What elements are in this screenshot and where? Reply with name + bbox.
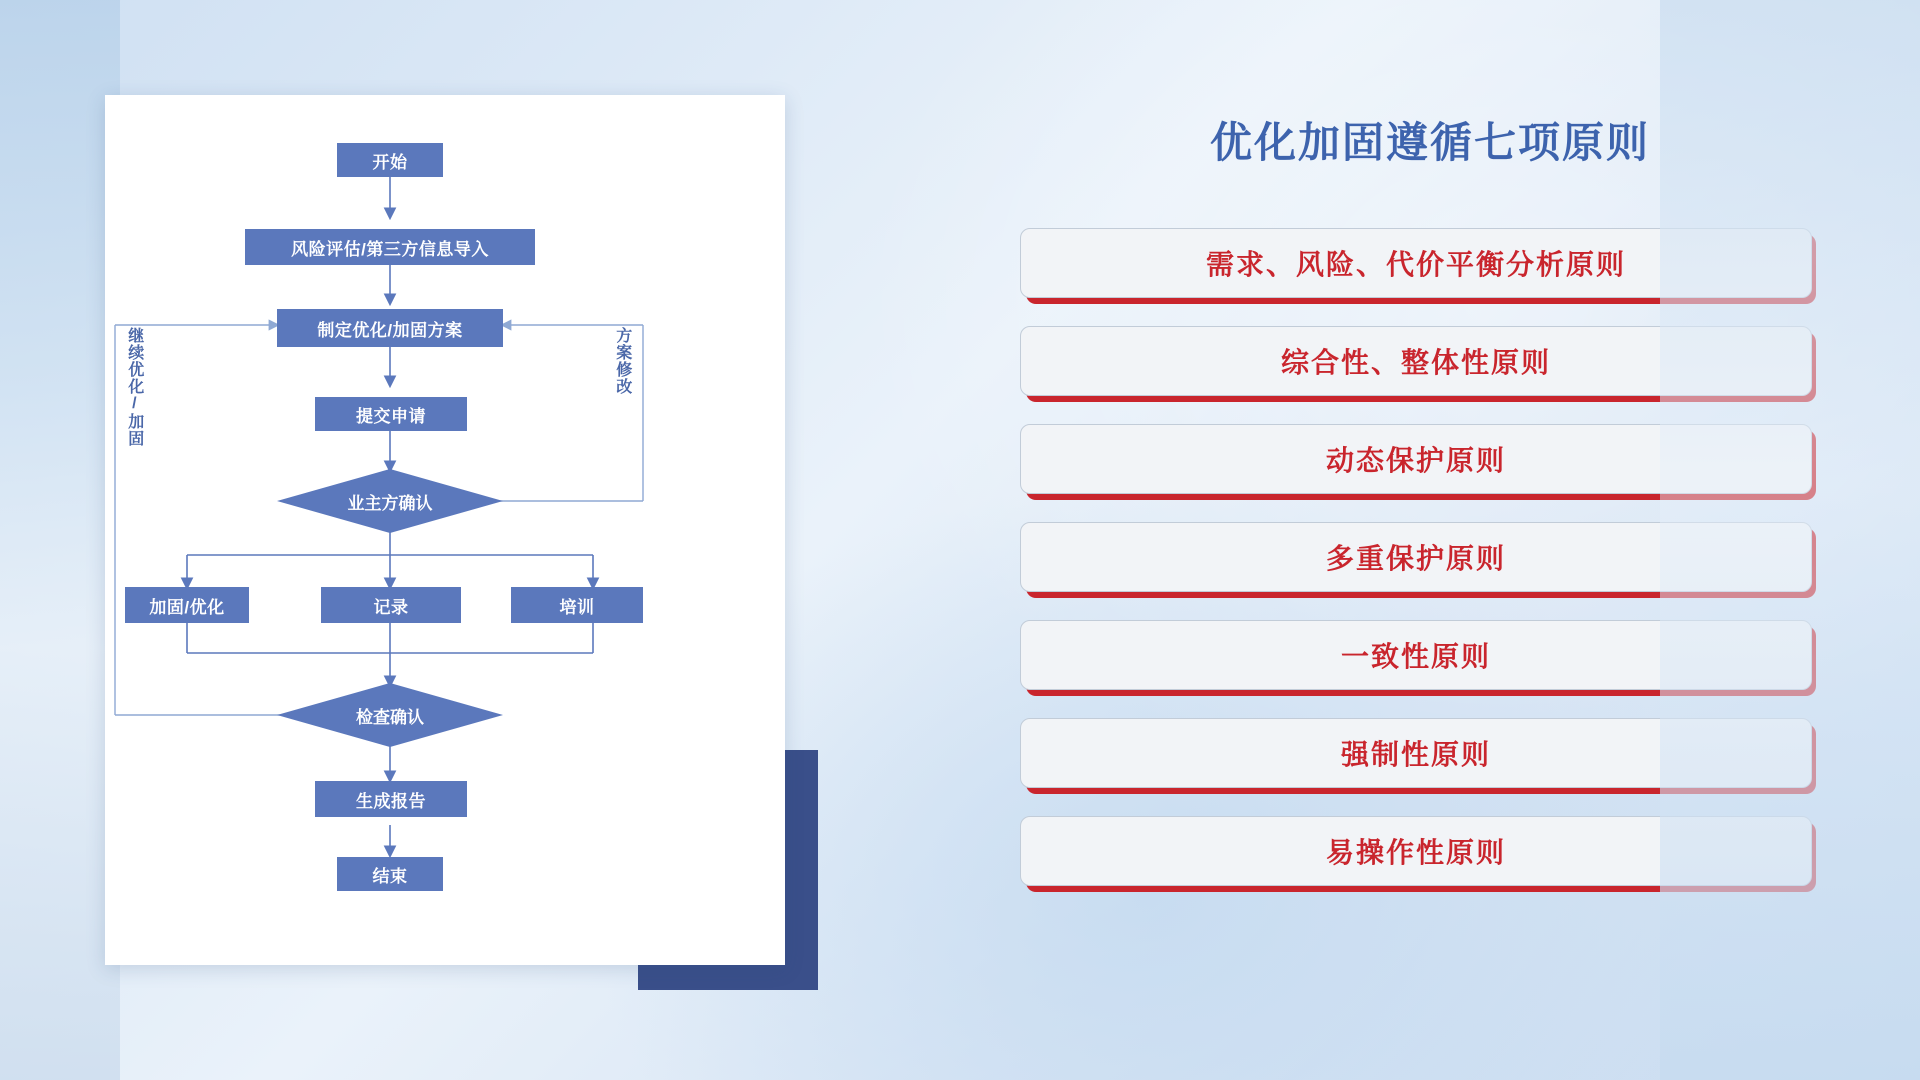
flow-node-owner-confirm[interactable] <box>277 469 503 533</box>
flow-node-record[interactable] <box>321 587 461 623</box>
flow-node-label: 提交申请 <box>356 406 426 426</box>
flow-node-check-confirm[interactable] <box>277 683 503 747</box>
flow-node-training[interactable] <box>511 587 643 623</box>
flowchart-card <box>105 95 785 965</box>
principle-label[interactable]: 需求、风险、代价平衡分析原则 <box>1020 228 1812 298</box>
flow-node-label: 记录 <box>373 597 409 617</box>
flow-node-end[interactable] <box>337 857 443 891</box>
list-item[interactable] <box>1020 326 1840 400</box>
principle-label[interactable]: 一致性原则 <box>1020 620 1812 690</box>
list-item[interactable] <box>1020 620 1840 694</box>
list-item[interactable] <box>1020 816 1840 890</box>
principle-label[interactable]: 动态保护原则 <box>1020 424 1812 494</box>
flow-node-submit[interactable] <box>315 397 467 431</box>
flow-label-continue-optimize: 继续优化/加固 <box>125 327 143 447</box>
page-title: 优化加固遵循七项原则 <box>1209 119 1650 166</box>
flow-node-label: 生成报告 <box>356 791 426 811</box>
list-item[interactable] <box>1020 522 1840 596</box>
list-item[interactable] <box>1020 424 1840 498</box>
flow-node-label: 结束 <box>372 866 408 886</box>
flow-node-start[interactable] <box>337 143 443 177</box>
principle-label[interactable]: 多重保护原则 <box>1020 522 1812 592</box>
flow-node-label: 培训 <box>559 597 595 617</box>
flow-node-label: 制定优化/加固方案 <box>317 320 463 340</box>
flow-label-plan-revision: 方案修改 <box>613 327 631 395</box>
flow-node-label: 检查确认 <box>356 707 424 727</box>
flow-node-label: 业主方确认 <box>347 493 433 513</box>
list-item[interactable] <box>1020 718 1840 792</box>
principle-label[interactable]: 强制性原则 <box>1020 718 1812 788</box>
flow-node-label: 加固/优化 <box>149 597 225 617</box>
flowchart <box>105 95 785 965</box>
principles-list <box>1020 228 1840 914</box>
flow-node-label: 风险评估/第三方信息导入 <box>291 239 489 259</box>
flow-node-reinforce[interactable] <box>125 587 249 623</box>
flow-node-report[interactable] <box>315 781 467 817</box>
flow-node-risk-assessment[interactable] <box>245 229 535 265</box>
flow-node-plan[interactable] <box>277 309 503 347</box>
list-item[interactable] <box>1020 228 1840 302</box>
principle-label[interactable]: 易操作性原则 <box>1020 816 1812 886</box>
flow-node-label: 开始 <box>372 152 408 172</box>
principle-label[interactable]: 综合性、整体性原则 <box>1020 326 1812 396</box>
